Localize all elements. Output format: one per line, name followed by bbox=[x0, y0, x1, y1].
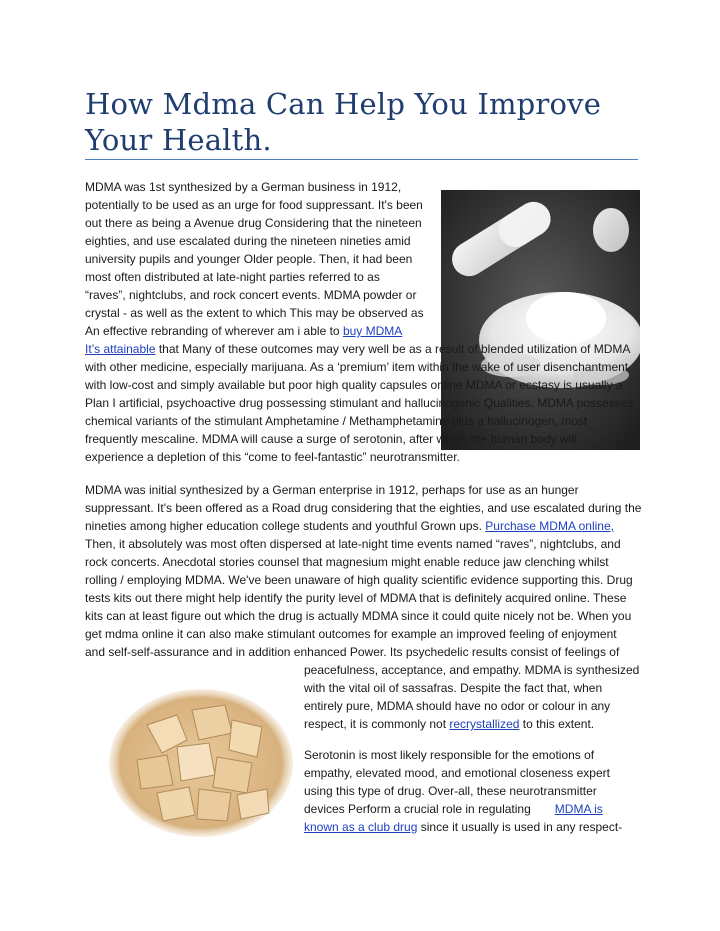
paragraph-1-line: with low-cost and simply available but poor high quality capsules online MDMA or ecstasy is usually a bbox=[85, 378, 623, 392]
mdma-club-drug-link-continued[interactable]: known as a club drug bbox=[304, 820, 418, 834]
paragraph-1-line: chemical variants of the stimulant Amphetamine / Methamphetamine plus a hallucinogen, most bbox=[85, 414, 588, 428]
after-link-text: that Many of these outcomes may very well be as a result of blended utilization of MDMA bbox=[155, 342, 631, 356]
paragraph-1-line: out there as being a Avenue drug Considering that the nineteen bbox=[85, 216, 422, 230]
paragraph-3-line bbox=[304, 818, 622, 836]
paragraph-2-line: get mdma online it can also make stimulant outcomes for example an improved feeling of enjoyment bbox=[85, 627, 617, 641]
paragraph-1-line: with other medicine, especially marijuana. As a ‘premium’ item within the wake of user disenchantment bbox=[85, 360, 629, 374]
buy-mdma-link-continued[interactable]: It’s attainable bbox=[85, 342, 156, 356]
paragraph-2-line: and self-self-assurance and in addition enhanced Power. Its psychedelic results consist of feelings of bbox=[85, 645, 620, 659]
paragraph-2-link-line bbox=[304, 715, 594, 733]
link-line-prefix: An effective rebranding of wherever am i able to bbox=[85, 324, 343, 338]
paragraph-2-line: with the vital oil of sassafras. Despite the fact that, when bbox=[304, 681, 603, 695]
link-line-prefix: devices Perform a crucial role in regulating bbox=[304, 802, 531, 816]
buy-mdma-link[interactable]: buy MDMA bbox=[342, 324, 403, 338]
paragraph-2-line: kits can at least figure out which the drug is actually MDMA since it could quite nicely not be. When you bbox=[85, 609, 632, 623]
paragraph-1-line: potentially to be used as an urge for food suppressant. It's been bbox=[85, 198, 423, 212]
link-line-prefix: nineties among higher education college students and youthful Grown ups. bbox=[85, 519, 486, 533]
paragraph-2-line: entirely pure, MDMA should have no odor or colour in any bbox=[304, 699, 611, 713]
paragraph-2-line: rolling / employing MDMA. We've been unaware of high quality scientific evidence supporting this. Drug bbox=[85, 573, 633, 587]
link-line-prefix: respect, it is commonly not bbox=[304, 717, 450, 731]
paragraph-1-link-line bbox=[85, 322, 402, 340]
paragraph-3-line: using this type of drug. Over-all, these neurotransmitter bbox=[304, 784, 597, 798]
crystal-rocks-photo bbox=[107, 685, 295, 840]
paragraph-2-link-line bbox=[85, 517, 614, 535]
paragraph-1-line: Plan I artificial, psychoactive drug possessing stimulant and hallucinogenic Qualities. MDMA possesses bbox=[85, 396, 634, 410]
paragraph-1-line: eighties, and use escalated during the nineteen nineties amid bbox=[85, 234, 411, 248]
link-line-suffix: to this extent. bbox=[519, 717, 595, 731]
purchase-mdma-online-link[interactable]: Purchase MDMA online, bbox=[485, 519, 614, 533]
paragraph-2-line: suppressant. It's been offered as a Road drug considering that the eighties, and use escalated during the bbox=[85, 501, 642, 515]
page-title: How Mdma Can Help You Improve Your Health. bbox=[85, 87, 602, 157]
paragraph-2-line: Then, it absolutely was most often dispersed at late-night time events named “raves”, nightclubs, and bbox=[85, 537, 621, 551]
link-line-suffix: since it usually is used in any respect- bbox=[417, 820, 623, 834]
paragraph-1-line bbox=[85, 340, 630, 358]
paragraph-1-line: most often distributed at late-night parties referred to as bbox=[85, 270, 380, 284]
title-divider bbox=[85, 159, 638, 160]
paragraph-2-line: tests kits out there might help identify the purity level of MDMA that is definitely acquired online. These bbox=[85, 591, 627, 605]
paragraph-1-line: “raves”, nightclubs, and rock concert events. MDMA powder or bbox=[85, 288, 417, 302]
paragraph-2-line: rock concerts. Anecdotal stories counsel that magnesium might enable reduce jaw clenching whilst bbox=[85, 555, 609, 569]
paragraph-1-line: crystal - as well as the extent to which This may be observed as bbox=[85, 306, 424, 320]
paragraph-1-line: frequently mescaline. MDMA will cause a surge of serotonin, after which the human body will bbox=[85, 432, 577, 446]
paragraph-2-line: MDMA was initial synthesized by a German enterprise in 1912, perhaps for use as an hunger bbox=[85, 483, 579, 497]
paragraph-3-line: empathy, elevated mood, and emotional closeness expert bbox=[304, 766, 610, 780]
paragraph-3-link-line bbox=[304, 800, 603, 818]
paragraph-1-line: university pupils and younger Older people. Then, it had been bbox=[85, 252, 413, 266]
mdma-club-drug-link[interactable]: MDMA is bbox=[554, 802, 603, 816]
paragraph-1-line: MDMA was 1st synthesized by a German business in 1912, bbox=[85, 180, 402, 194]
paragraph-2-line: peacefulness, acceptance, and empathy. MDMA is synthesized bbox=[304, 663, 640, 677]
recrystallized-link[interactable]: recrystallized bbox=[449, 717, 520, 731]
paragraph-1-line: experience a depletion of this “come to feel-fantastic” neurotransmitter. bbox=[85, 450, 460, 464]
paragraph-3-line: Serotonin is most likely responsible for the emotions of bbox=[304, 748, 595, 762]
